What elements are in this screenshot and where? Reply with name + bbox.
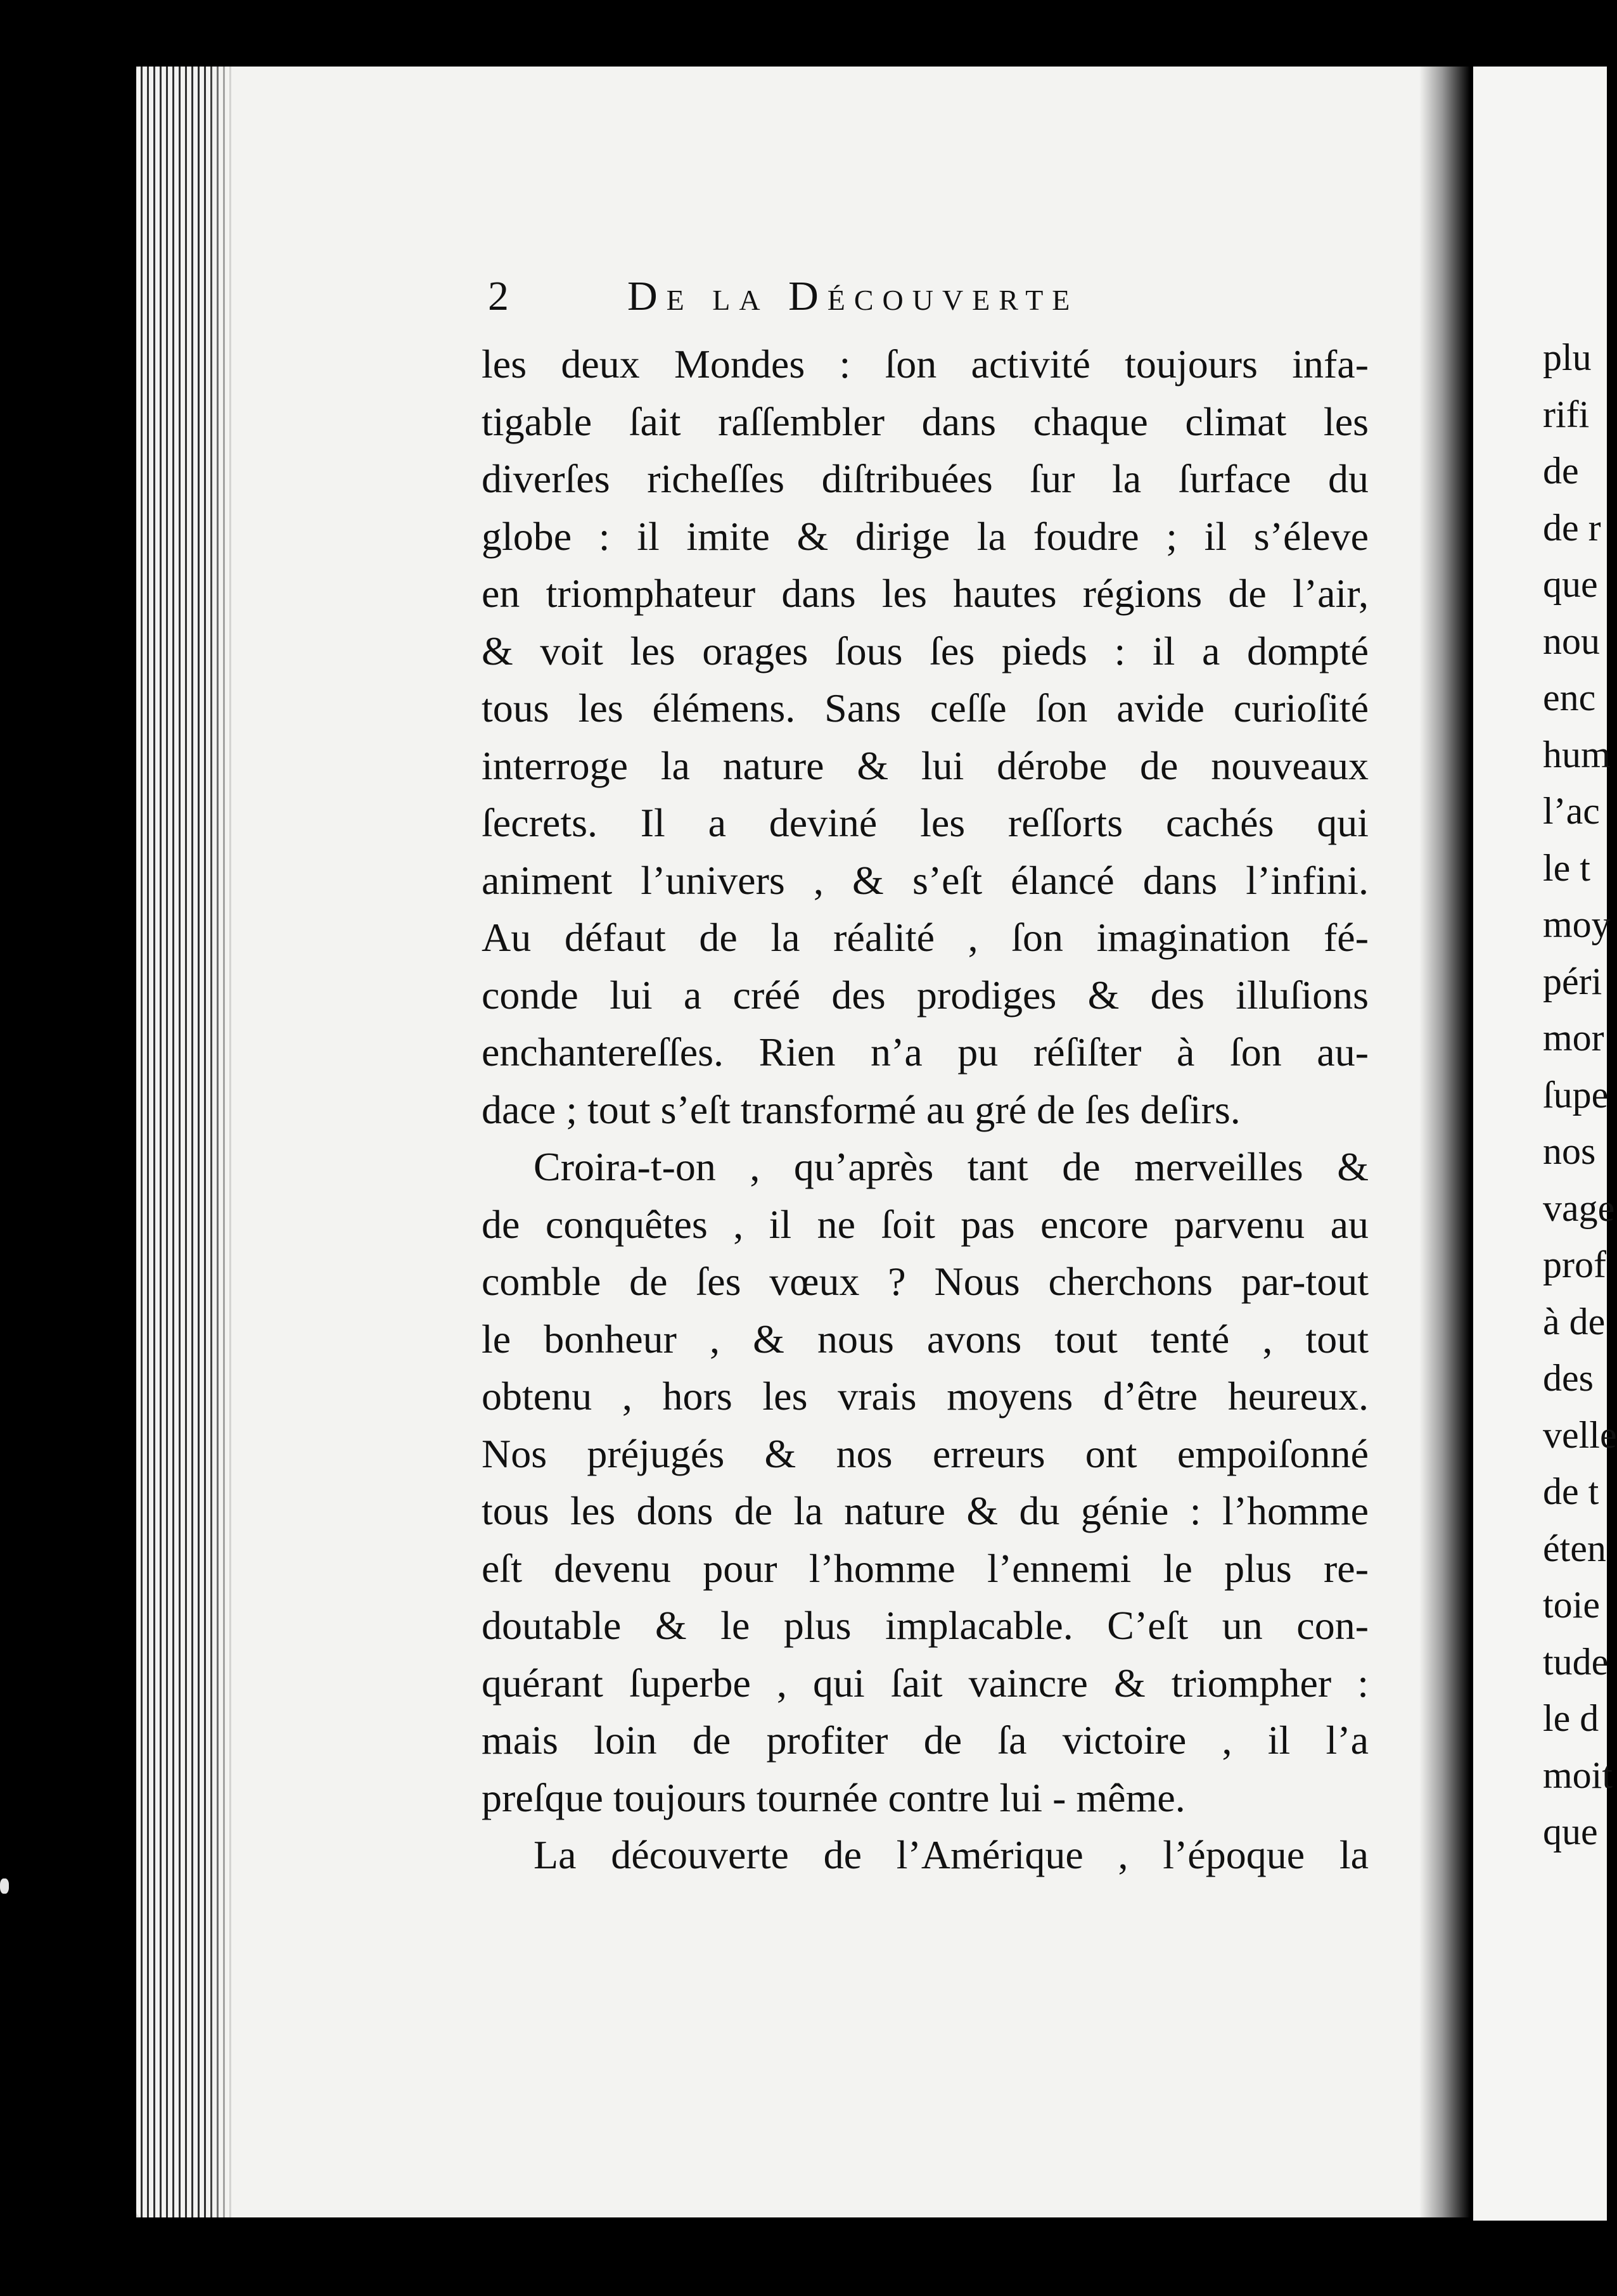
page-header bbox=[482, 272, 1369, 336]
right-text-line: velle bbox=[1543, 1413, 1617, 1456]
text-line: conde lui a créé des prodiges & des illuſions bbox=[482, 972, 1369, 1017]
right-text-line: nou bbox=[1543, 620, 1600, 662]
right-text-line: prof bbox=[1543, 1244, 1606, 1285]
text-line: dace ; tout s’eſt transformé au gré de ſes deſirs. bbox=[482, 1087, 1241, 1132]
right-text-line: hum bbox=[1543, 733, 1611, 775]
page-number: 2 bbox=[488, 273, 509, 319]
right-text-line: que bbox=[1543, 563, 1598, 605]
text-line: animent l’univers , & s’eſt élancé dans l’infini. bbox=[482, 857, 1369, 903]
right-text-line: tude bbox=[1543, 1640, 1609, 1683]
right-text-line: rifi bbox=[1543, 393, 1590, 435]
text-line: Croira-t-on , qu’après tant de merveilles & bbox=[534, 1144, 1369, 1189]
text-line: preſque toujours tournée contre lui - même. bbox=[482, 1775, 1186, 1820]
text-line: comble de ſes vœux ? Nous cherchons par-tout bbox=[482, 1259, 1369, 1304]
text-line: en triomphateur dans les hautes régions de l’air, bbox=[482, 571, 1369, 616]
text-line: tous les dons de la nature & du génie : l’homme bbox=[482, 1488, 1369, 1533]
right-text-line: nos bbox=[1543, 1130, 1596, 1172]
text-line: tigable ſait raſſembler dans chaque climat les bbox=[482, 399, 1369, 444]
right-text-line: toie bbox=[1543, 1584, 1600, 1626]
text-line: enchantereſſes. Rien n’a pu réſiſter à ſon au- bbox=[482, 1030, 1369, 1075]
book-gutter bbox=[1419, 67, 1470, 2217]
text-line: obtenu , hors les vrais moyens d’être heureux. bbox=[482, 1374, 1369, 1419]
text-line: eſt devenu pour l’homme l’ennemi le plus re- bbox=[482, 1545, 1369, 1591]
scan-speck bbox=[0, 1878, 9, 1894]
text-line: doutable & le plus implacable. C’eſt un con- bbox=[482, 1603, 1369, 1648]
text-line: & voit les orages ſous ſes pieds : il a dompté bbox=[482, 628, 1369, 673]
running-head: De la Découverte bbox=[627, 273, 1079, 319]
right-text-line: l’ac bbox=[1543, 790, 1600, 832]
right-text-line: enc bbox=[1543, 677, 1596, 718]
right-text-line: le d bbox=[1543, 1697, 1599, 1739]
right-text-line: des bbox=[1543, 1357, 1594, 1399]
right-text-line: de r bbox=[1543, 506, 1601, 549]
right-text-line: moy bbox=[1543, 903, 1611, 945]
right-text-line: mor bbox=[1543, 1017, 1604, 1059]
text-line: de conquêtes , il ne ſoit pas encore parvenu au bbox=[482, 1201, 1369, 1247]
text-line: globe : il imite & dirige la foudre ; il s’éleve bbox=[482, 513, 1369, 559]
text-line: quérant ſuperbe , qui ſait vaincre & triompher : bbox=[482, 1660, 1369, 1706]
right-text-line: moit bbox=[1543, 1754, 1613, 1796]
right-text-line: plu bbox=[1543, 336, 1592, 378]
right-text-line: ſupe bbox=[1543, 1073, 1609, 1116]
text-line: ſecrets. Il a deviné les reſſorts cachés qui bbox=[482, 800, 1369, 845]
right-text-line: éten bbox=[1543, 1527, 1606, 1569]
text-line: tous les élémens. Sans ceſſe ſon avide curioſité bbox=[482, 686, 1369, 730]
text-line: les deux Mondes : ſon activité toujours infa- bbox=[482, 341, 1369, 386]
right-text-line: à de bbox=[1543, 1300, 1606, 1343]
text-line: La découverte de l’Amérique , l’époque la bbox=[534, 1832, 1369, 1877]
text-line: Nos préjugés & nos erreurs ont empoiſonné bbox=[482, 1431, 1369, 1476]
right-page-text bbox=[1543, 329, 1617, 1861]
right-text-line: le t bbox=[1543, 846, 1590, 889]
text-line: diverſes richeſſes diſtribuées ſur la ſurface du bbox=[482, 456, 1369, 501]
right-text-line: de bbox=[1543, 450, 1579, 492]
text-line: interroge la nature & lui dérobe de nouveaux bbox=[482, 743, 1369, 788]
right-text-line: de t bbox=[1543, 1470, 1599, 1512]
body-text bbox=[482, 336, 1369, 1884]
text-line: Au défaut de la réalité , ſon imagination fé- bbox=[482, 915, 1369, 960]
right-text-line: péri bbox=[1543, 960, 1602, 1002]
page-edges-fade bbox=[209, 67, 234, 2217]
text-line: mais loin de profiter de ſa victoire , il l’a bbox=[482, 1718, 1369, 1763]
text-line: le bonheur , & nous avons tout tenté , tout bbox=[482, 1316, 1369, 1362]
right-text-line: vage bbox=[1543, 1187, 1615, 1229]
left-page-text bbox=[482, 272, 1369, 1884]
right-text-line: que bbox=[1543, 1811, 1598, 1853]
